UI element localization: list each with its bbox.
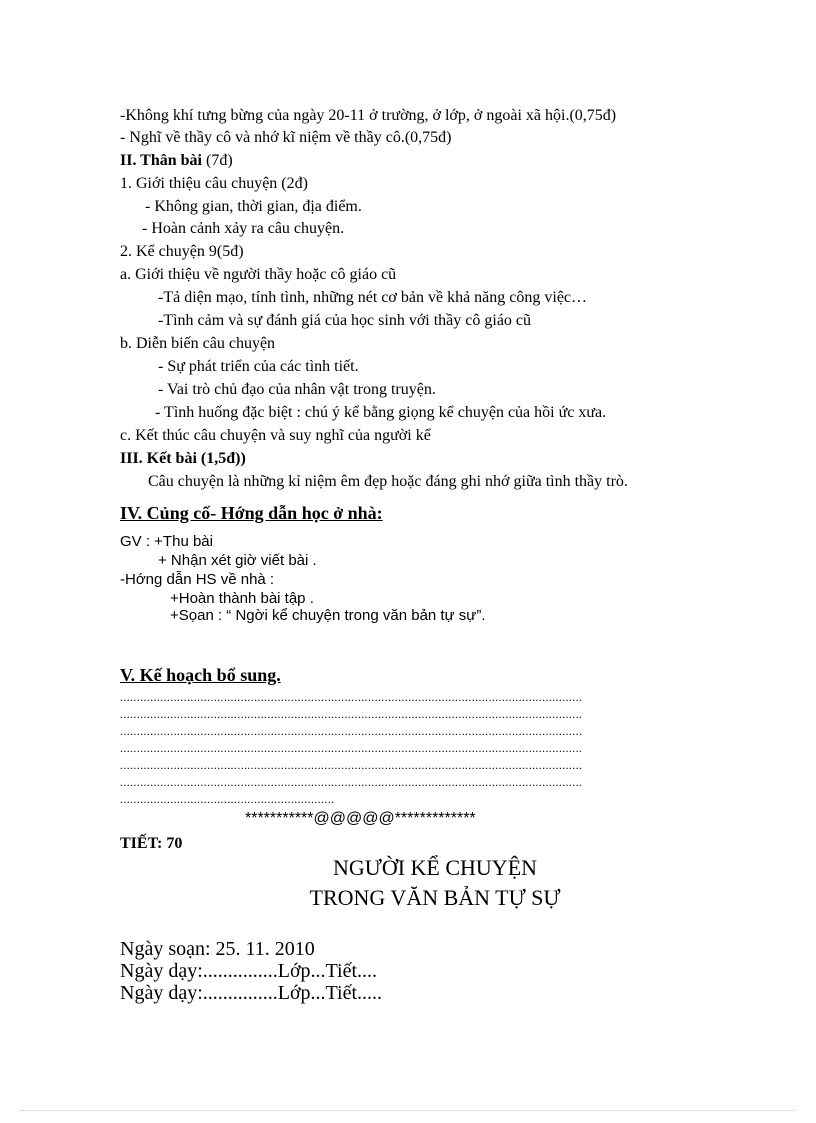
list-item: GV : +Thu bài bbox=[120, 533, 213, 550]
list-item: - Sự phát triển của các tình tiết. bbox=[158, 358, 359, 375]
section-3-heading: III. Kết bài (1,5đ)) bbox=[120, 450, 246, 467]
list-item: - Vai trò chủ đạo của nhân vật trong truyện. bbox=[158, 381, 436, 398]
section-5-heading: V. Kế hoạch bổ sung. bbox=[120, 665, 281, 685]
page-footer-rule bbox=[20, 1110, 796, 1111]
fill-in-line: .......................................................................................................................................... bbox=[120, 724, 583, 738]
list-item: a. Giới thiệu về người thầy hoặc cô giáo cũ bbox=[120, 266, 397, 283]
list-item: -Tình cảm và sự đánh giá của học sinh với thầy cô giáo cũ bbox=[158, 312, 532, 329]
list-item: - Tình huống đặc biệt : chú ý kể bằng giọng kể chuyện của hồi ức xưa. bbox=[155, 404, 607, 421]
intro-line: -Không khí tưng bừng của ngày 20-11 ở trường, ở lớp, ở ngoài xã hội.(0,75đ) bbox=[120, 107, 617, 124]
list-item: -Tả diện mạo, tính tình, những nét cơ bản về khả năng công việc… bbox=[158, 289, 588, 306]
fill-in-line: .......................................................................................................................................... bbox=[120, 758, 583, 772]
fill-in-line: .......................................................................................................................................... bbox=[120, 707, 583, 721]
list-item: b. Diễn biến câu chuyện bbox=[120, 335, 276, 352]
fill-in-line: .......................................................................................................................................... bbox=[120, 690, 583, 704]
list-item: - Không gian, thời gian, địa điểm. bbox=[145, 198, 362, 215]
date-taught: Ngày dạy:...............Lớp...Tiết..... bbox=[120, 982, 383, 1004]
fill-in-line: ................................................................ bbox=[120, 792, 335, 806]
list-item: + Nhận xét giờ viết bài . bbox=[158, 552, 317, 569]
list-item: 2. Kể chuyện 9(5đ) bbox=[120, 243, 244, 260]
date-prepared: Ngày soạn: 25. 11. 2010 bbox=[120, 938, 315, 960]
list-item: - Hoàn cảnh xảy ra câu chuyện. bbox=[142, 220, 345, 237]
list-item: 1. Giới thiệu câu chuyện (2đ) bbox=[120, 175, 308, 192]
intro-line: - Nghĩ về thầy cô và nhớ kĩ niệm về thầy cô.(0,75đ) bbox=[120, 129, 452, 146]
list-item: -Hớng dẫn HS về nhà : bbox=[120, 571, 275, 588]
section-2-heading bbox=[120, 151, 233, 171]
lesson-number: TIẾT: 70 bbox=[120, 835, 183, 852]
section-2-title: II. Thân bài bbox=[120, 152, 202, 169]
lesson-title-line-1: NGƯỜI KỂ CHUYỆN bbox=[332, 855, 538, 880]
section-4-heading: IV. Củng cố- Hớng dẫn học ở nhà: bbox=[120, 503, 383, 523]
fill-in-line: .......................................................................................................................................... bbox=[120, 775, 583, 789]
date-taught: Ngày dạy:...............Lớp...Tiết.... bbox=[120, 960, 378, 982]
list-item: +Hoàn thành bài tập . bbox=[170, 590, 314, 607]
fill-in-line: .......................................................................................................................................... bbox=[120, 741, 583, 755]
list-item: +Sọan : “ Ngời kể chuyện trong văn bản tự sự”. bbox=[170, 607, 486, 624]
separator: ***********@@@@@************* bbox=[245, 810, 476, 827]
section-2-score: (7đ) bbox=[205, 152, 233, 169]
lesson-title-line-2: TRONG VĂN BẢN TỰ SỰ bbox=[309, 885, 561, 910]
section-3-text: Câu chuyện là những kỉ niệm êm đẹp hoặc đáng ghi nhớ giữa tình thầy trò. bbox=[148, 473, 628, 490]
list-item: c. Kết thúc câu chuyện và suy nghĩ của người kể bbox=[120, 427, 431, 444]
